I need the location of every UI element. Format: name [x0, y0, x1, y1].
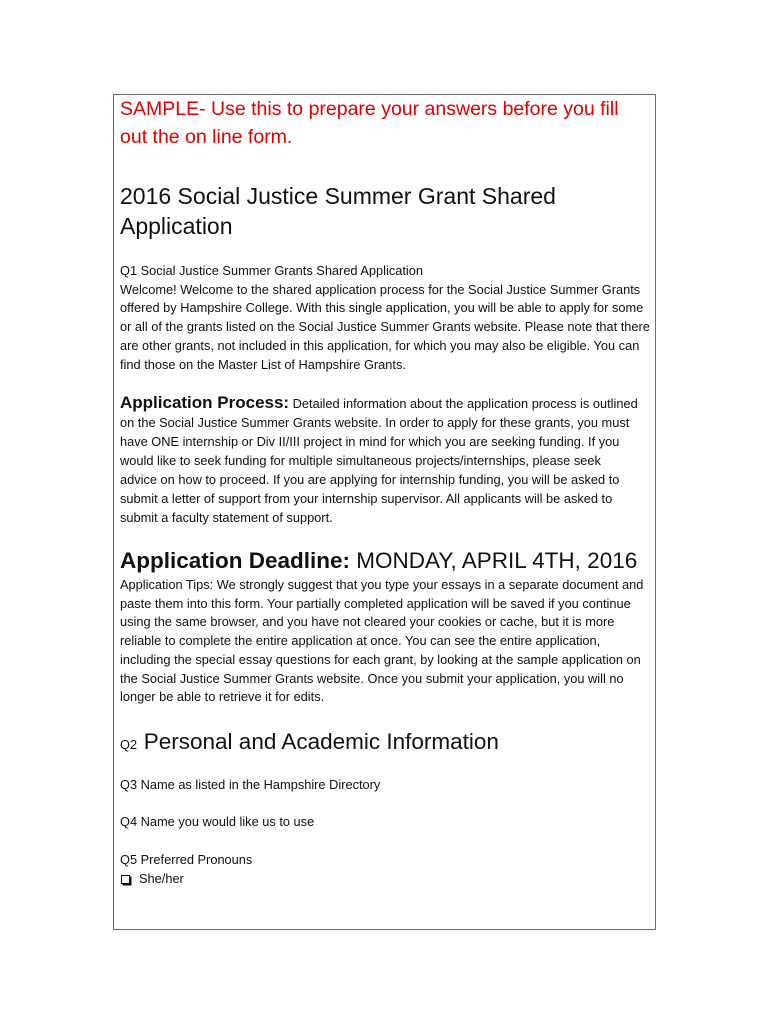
- form-frame: [113, 94, 656, 930]
- q1-text: Welcome! Welcome to the shared application process for the Social Justice Summer Grants offered by Hampshire College. With this single application, you will be able to apply for some or all of the grants listed on the Social Justice Summer Grants website. Please note that there are other grants, not included in this application, for which you may also be eligible. You can find those on the Master List of Hampshire Grants.: [120, 281, 650, 372]
- application-process-text: Detailed information about the application process is outlined on the Social Justice Summer Grants website. In order to apply for these grants, you must have ONE internship or Div II/III project in mind for which you are seeking funding. If you would like to seek funding for multiple simultaneous projects/internships, please seek advice on how to proceed. If you are applying for internship funding, you will be asked to submit a letter of support from your internship supervisor. All applicants will be asked to submit a faculty statement of support.: [120, 396, 638, 525]
- page-title: 2016 Social Justice Summer Grant Shared Application: [120, 183, 556, 239]
- q2-number: Q2: [120, 737, 138, 752]
- application-tips: Application Tips: We strongly suggest that you type your essays in a separate document and paste them into this form. Your partially completed application will be saved if you continue using the same browser, and you have not cleared your cookies or cache, but it is more reliable to complete the entire application at once. You can see the entire application, including the special essay questions for each grant, by looking at the sample application on the Social Justice Summer Grants website. Once you submit your application, you will no longer be able to retrieve it for edits.: [120, 577, 644, 705]
- checkbox-icon[interactable]: [121, 875, 130, 884]
- q1-heading: Q1 Social Justice Summer Grants Shared Application: [120, 263, 424, 278]
- deadline-date: MONDAY, APRIL 4TH, 2016: [350, 548, 638, 573]
- q2-heading: [120, 728, 499, 756]
- q1-section: [120, 262, 650, 374]
- sample-notice: SAMPLE- Use this to prepare your answers before you fill out the on line form.: [120, 98, 619, 148]
- q2-title: Personal and Academic Information: [143, 729, 499, 754]
- application-deadline: [120, 547, 650, 575]
- application-process-label: Application Process:: [120, 393, 290, 412]
- pronoun-option-label: She/her: [139, 871, 184, 886]
- q5-preferred-pronouns: Q5 Preferred Pronouns: [120, 852, 253, 867]
- application-process-section: [120, 393, 640, 527]
- q4-preferred-name: Q4 Name you would like us to use: [120, 814, 315, 829]
- pronoun-option-she-her[interactable]: [120, 870, 184, 889]
- deadline-label: Application Deadline:: [120, 548, 351, 573]
- q3-name-directory: Q3 Name as listed in the Hampshire Directory: [120, 777, 381, 792]
